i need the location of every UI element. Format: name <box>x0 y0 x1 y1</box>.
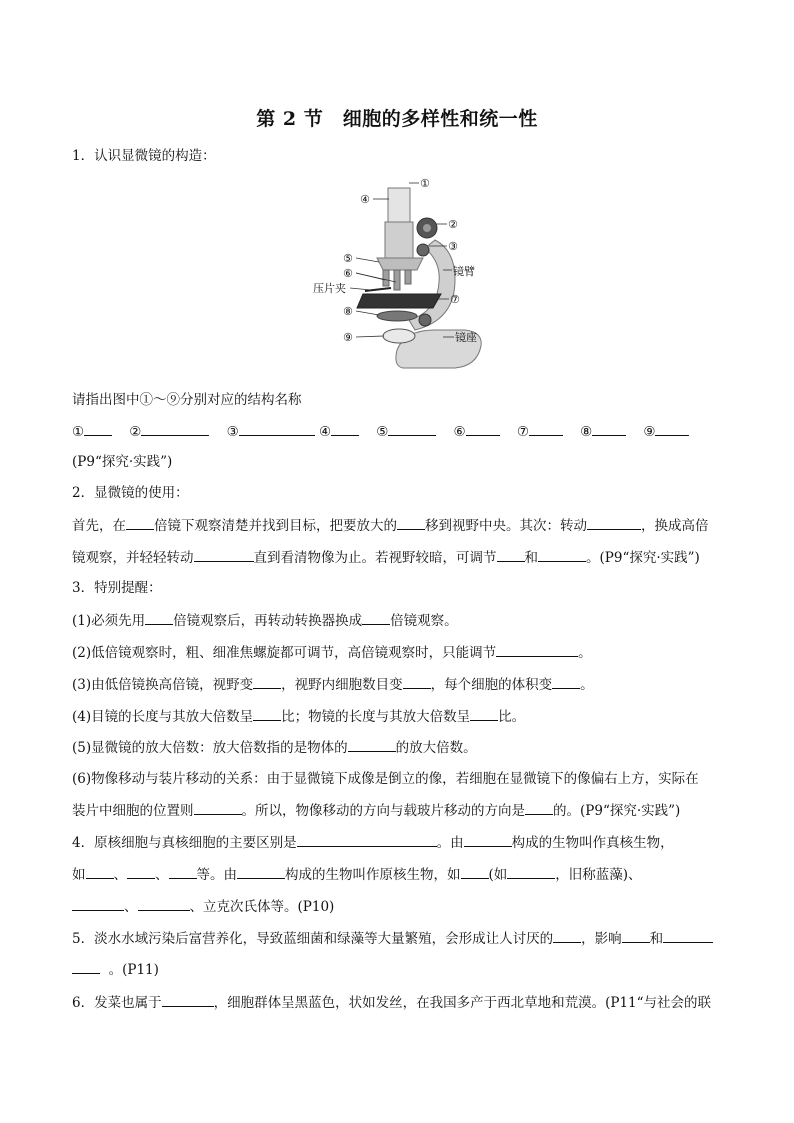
text: 、立克次氏体等。(P10) <box>189 899 335 915</box>
blank[interactable] <box>592 421 626 436</box>
q3-item-2 <box>72 642 732 663</box>
text: 。由 <box>436 835 464 851</box>
text: 首先，在 <box>72 518 126 534</box>
eyepiece <box>388 188 410 223</box>
text: 。所以，物像移动的方向与载玻片移动的方向是 <box>241 803 525 819</box>
microscope-figure <box>305 170 495 375</box>
text: ，换成高倍 <box>641 518 709 534</box>
text: (如 <box>488 867 508 883</box>
text: (3)由低倍镜换高倍镜，视野变 <box>72 677 254 693</box>
microscope-diagram <box>305 170 495 375</box>
text: 镜观察，并轻轻转动 <box>72 550 194 566</box>
answer-label-8: ⑧ <box>580 424 593 440</box>
q1-heading: 1．认识显微镜的构造： <box>72 148 216 164</box>
q6-line-1 <box>72 992 732 1013</box>
text: 、 <box>113 867 127 883</box>
text: 倍镜下观察清楚并找到目标，把要放大的 <box>154 518 397 534</box>
q3-item-4 <box>72 706 732 727</box>
text: 、 <box>124 899 138 915</box>
q2-line-1 <box>72 515 732 536</box>
answer-label-9: ⑨ <box>643 424 656 440</box>
text: 。(P11) <box>108 962 159 978</box>
blank[interactable] <box>86 864 114 879</box>
blank[interactable] <box>253 674 281 689</box>
text: ，旧称蓝藻)、 <box>555 867 642 883</box>
blank[interactable] <box>464 832 512 847</box>
blank[interactable] <box>348 737 396 752</box>
q4-line-2 <box>72 864 732 885</box>
reflector <box>383 329 415 343</box>
blank[interactable] <box>362 610 390 625</box>
text: 。(P9“探究·实践”) <box>586 550 700 566</box>
text: 6．发菜也属于 <box>72 995 162 1011</box>
text: (2)低倍镜观察时，粗、细准焦螺旋都可调节，高倍镜观察时，只能调节 <box>72 645 497 661</box>
label-3: ③ <box>448 240 458 253</box>
text: 倍镜观察。 <box>390 613 458 629</box>
blank[interactable] <box>84 421 112 436</box>
answer-label-7: ⑦ <box>516 424 529 440</box>
text: ，细胞群体呈黑蓝色，状如发丝，在我国多产于西北草地和荒漠。(P11“与社会的联 <box>213 995 712 1011</box>
q3-item-1 <box>72 610 732 631</box>
text: 。 <box>580 677 594 693</box>
answer-label-5: ⑤ <box>376 424 389 440</box>
blank[interactable] <box>127 864 155 879</box>
text: 。 <box>578 645 592 661</box>
blank[interactable] <box>552 674 580 689</box>
blank[interactable] <box>72 959 100 974</box>
coarse-knob-center <box>423 224 431 232</box>
blank[interactable] <box>587 515 641 530</box>
blank[interactable] <box>497 547 525 562</box>
diaphragm <box>377 311 417 321</box>
blank[interactable] <box>466 421 500 436</box>
label-5: ⑤ <box>343 252 353 265</box>
text: 比；物镜的长度与其放大倍数呈 <box>281 709 471 725</box>
blank[interactable] <box>388 421 436 436</box>
q5-line-1 <box>72 928 732 949</box>
answer-label-3: ③ <box>226 424 239 440</box>
stage-knob <box>419 314 431 326</box>
blank[interactable] <box>507 864 555 879</box>
label-2: ② <box>448 218 458 231</box>
blank[interactable] <box>145 610 173 625</box>
text: 如 <box>72 867 86 883</box>
text: 和 <box>524 550 538 566</box>
text: 比。 <box>498 709 526 725</box>
text: 构成的生物叫作原核生物，如 <box>285 867 461 883</box>
answer-label-1: ① <box>72 424 85 440</box>
blank[interactable] <box>553 928 581 943</box>
text: 的放大倍数。 <box>395 740 477 756</box>
blank[interactable] <box>622 928 650 943</box>
blank[interactable] <box>663 928 713 943</box>
blank[interactable] <box>331 421 359 436</box>
body-tube <box>385 222 413 262</box>
answer-label-6: ⑥ <box>453 424 466 440</box>
blank[interactable] <box>194 800 242 815</box>
text: 5．淡水水域污染后富营养化，导致蓝细菌和绿藻等大量繁殖，会形成让人讨厌的 <box>72 931 554 947</box>
blank[interactable] <box>239 421 315 436</box>
label-6: ⑥ <box>343 267 353 280</box>
q1-prompt: 请指出图中①～⑨分别对应的结构名称 <box>72 392 302 408</box>
q3-item-5 <box>72 737 732 758</box>
blank[interactable] <box>169 864 197 879</box>
blank[interactable] <box>141 421 209 436</box>
label-7: ⑦ <box>450 293 460 306</box>
blank[interactable] <box>529 421 563 436</box>
blank[interactable] <box>397 515 425 530</box>
blank[interactable] <box>461 864 489 879</box>
blank[interactable] <box>237 864 285 879</box>
label-9: ⑨ <box>343 331 353 344</box>
nosepiece <box>377 258 423 270</box>
text: (4)目镜的长度与其放大倍数呈 <box>72 709 254 725</box>
text: ，每个细胞的体积变 <box>430 677 553 693</box>
text: 的。(P9“探究·实践”) <box>553 803 681 819</box>
blank[interactable] <box>403 674 431 689</box>
stage <box>357 294 441 308</box>
text: 和 <box>649 931 664 947</box>
answer-label-2: ② <box>129 424 142 440</box>
blank[interactable] <box>162 992 214 1007</box>
q5-line-2 <box>72 959 732 980</box>
text: (5)显微镜的放大倍数：放大倍数指的是物体的 <box>72 740 348 756</box>
text: 、 <box>155 867 169 883</box>
label-base: 镜座 <box>455 331 477 344</box>
blank[interactable] <box>126 515 154 530</box>
text: 直到看清物像为止。若视野较暗，可调节 <box>253 550 497 566</box>
objective-1 <box>383 270 389 286</box>
q2-line-2 <box>72 547 732 568</box>
blank[interactable] <box>138 896 190 911</box>
label-1: ① <box>420 177 430 190</box>
fine-knob <box>417 244 429 256</box>
blank[interactable] <box>496 642 578 657</box>
q3-item-6b <box>72 800 732 821</box>
blank[interactable] <box>538 547 586 562</box>
blank[interactable] <box>655 421 689 436</box>
text: (1)必须先用 <box>72 613 146 629</box>
text: 装片中细胞的位置则 <box>72 803 194 819</box>
text: 等。由 <box>196 867 237 883</box>
q3-item-3 <box>72 674 732 695</box>
text: ，视野内细胞数目变 <box>281 677 403 693</box>
blank[interactable] <box>525 800 553 815</box>
q4-line-1 <box>72 832 732 853</box>
q3-item-6a: (6)物像移动与装片移动的关系：由于显微镜下成像是倒立的像，若细胞在显微镜下的像偏右上方，实际在 <box>72 771 699 787</box>
q4-line-3 <box>72 896 732 917</box>
objective-3 <box>405 270 411 284</box>
label-4: ④ <box>360 193 370 206</box>
blank[interactable] <box>470 706 498 721</box>
q3-heading: 3．特别提醒： <box>72 580 162 596</box>
objective-2 <box>394 270 400 290</box>
blank[interactable] <box>253 706 281 721</box>
blank[interactable] <box>297 832 437 847</box>
text: 倍镜观察后，再转动转换器换成 <box>173 613 363 629</box>
answer-label-4: ④ <box>318 424 332 440</box>
label-clip: 压片夹 <box>313 282 346 295</box>
text: 4．原核细胞与真核细胞的主要区别是 <box>72 835 297 851</box>
text: ，影响 <box>581 931 622 947</box>
label-arm: 镜臂 <box>453 265 475 278</box>
q2-heading: 2．显微镜的使用： <box>72 485 189 501</box>
blank[interactable] <box>194 547 254 562</box>
section-title: 第 2 节 细胞的多样性和统一性 <box>256 108 538 130</box>
label-8: ⑧ <box>343 305 353 318</box>
text: 移到视野中央。其次：转动 <box>425 518 587 534</box>
blank[interactable] <box>72 896 124 911</box>
q1-source: (P9“探究·实践”) <box>72 454 173 470</box>
q1-answer-line <box>72 421 732 442</box>
text: 构成的生物叫作真核生物， <box>511 835 674 851</box>
